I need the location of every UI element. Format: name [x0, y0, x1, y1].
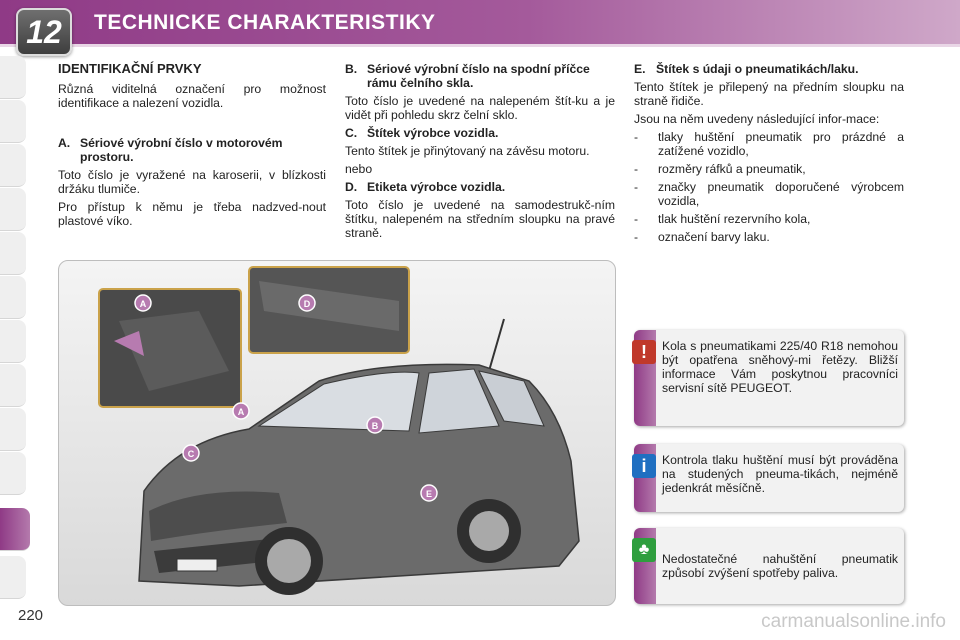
- chapter-number-badge: 12: [16, 8, 72, 56]
- item-e-text-1: Tento štítek je přilepený na předním sloupku na straně řidiče.: [634, 80, 904, 108]
- svg-text:D: D: [303, 299, 311, 309]
- item-a-text-2: Pro přístup k němu je třeba nadzved-nout plastové víko.: [58, 200, 326, 228]
- item-letter: D.: [345, 180, 358, 194]
- tree-icon: ♣: [632, 538, 656, 562]
- chapter-tab[interactable]: [0, 100, 26, 143]
- chapter-tab[interactable]: [0, 452, 26, 495]
- list-item: - značky pneumatik doporučené výrobcem vozidla,: [634, 180, 904, 208]
- item-c-heading: [345, 126, 615, 140]
- list-item: - tlaky huštění pneumatik pro prázdné a zatížené vozidlo,: [634, 130, 904, 158]
- chapter-tab[interactable]: [0, 56, 26, 99]
- list-item: - tlak huštění rezervního kola,: [634, 212, 811, 226]
- car-illustration: [58, 260, 616, 606]
- item-letter: A.: [58, 136, 71, 150]
- watermark: carmanualsonline.info: [761, 611, 946, 632]
- page-number: 220: [18, 607, 44, 624]
- item-c-text: Tento štítek je přinýtovaný na závěsu motoru.: [345, 144, 590, 158]
- chapter-tab[interactable]: [0, 320, 26, 363]
- item-letter: E.: [634, 62, 646, 76]
- warning-icon: !: [632, 340, 656, 364]
- column-tyre-label: [634, 62, 904, 248]
- item-d-heading: [345, 180, 615, 194]
- item-b-heading: [345, 62, 615, 90]
- chapter-tab-active[interactable]: [0, 508, 30, 551]
- chapter-tab[interactable]: [0, 188, 26, 231]
- list-item: - rozměry ráfků a pneumatik,: [634, 162, 806, 176]
- intro-text: Různá viditelná označení pro možnost identifikace a nalezení vozidla.: [58, 82, 326, 110]
- item-e-text-2: Jsou na něm uvedeny následující infor-mace:: [634, 112, 880, 126]
- header-divider: [0, 44, 960, 47]
- chapter-tab[interactable]: [0, 276, 26, 319]
- warning-text: Kola s pneumatikami 225/40 R18 nemohou být opatřena sněhový-mi řetězy. Bližší informace Vám poskytnou pracovníci servisní sítě PEUGEOT.: [662, 339, 898, 395]
- item-b-text: Toto číslo je uvedené na nalepeném štít-ku a je vidět při pohledu skrz čelní sklo.: [345, 94, 615, 122]
- chapter-tab[interactable]: [0, 408, 26, 451]
- item-title: Etiketa výrobce vozidla.: [367, 180, 506, 194]
- chapter-tab[interactable]: [0, 364, 26, 407]
- column-markings: [345, 62, 615, 244]
- eco-text: Nedostatečné nahuštění pneumatik způsobí zvýšení spotřeby paliva.: [662, 552, 898, 580]
- chapter-tab[interactable]: [0, 556, 26, 599]
- item-title: Štítek výrobce vozidla.: [367, 126, 499, 140]
- item-letter: C.: [345, 126, 358, 140]
- warning-callout: [634, 330, 904, 426]
- chapter-title: TECHNICKE CHARAKTERISTIKY: [94, 11, 436, 34]
- car-drawing: [59, 261, 615, 605]
- info-callout: [634, 444, 904, 512]
- list-item: - označení barvy laku.: [634, 230, 770, 244]
- item-e-heading: [634, 62, 904, 76]
- info-text: Kontrola tlaku huštění musí být prováděna na studených pneuma-tikách, nejméně jedenkrát měsíčně.: [662, 453, 898, 495]
- item-letter: B.: [345, 62, 358, 76]
- svg-text:B: B: [371, 421, 379, 431]
- item-d-text: Toto číslo je uvedené na samodestrukč-ním štítku, nalepeném na středním sloupku na pravé straně.: [345, 198, 615, 240]
- chapter-tabs-rail: [0, 56, 30, 592]
- section-heading: IDENTIFIKAČNÍ PRVKY: [58, 61, 202, 76]
- column-identification: [58, 62, 326, 232]
- item-a-heading: [58, 136, 326, 164]
- item-a-text-1: Toto číslo je vyražené na karoserii, v blízkosti držáku tlumiče.: [58, 168, 326, 196]
- eco-callout: [634, 528, 904, 604]
- item-title: Sériové výrobní číslo v motorovém prostoru.: [80, 136, 283, 164]
- info-icon: i: [632, 454, 656, 478]
- svg-text:A: A: [237, 407, 245, 417]
- or-text: nebo: [345, 162, 373, 176]
- item-title: Štítek s údaji o pneumatikách/laku.: [656, 62, 859, 76]
- chapter-tab[interactable]: [0, 232, 26, 275]
- chapter-tab[interactable]: [0, 144, 26, 187]
- svg-text:E: E: [425, 489, 433, 499]
- item-title: Sériové výrobní číslo na spodní příčce rámu čelního skla.: [367, 62, 590, 90]
- svg-text:C: C: [187, 449, 195, 459]
- svg-text:A: A: [139, 299, 147, 309]
